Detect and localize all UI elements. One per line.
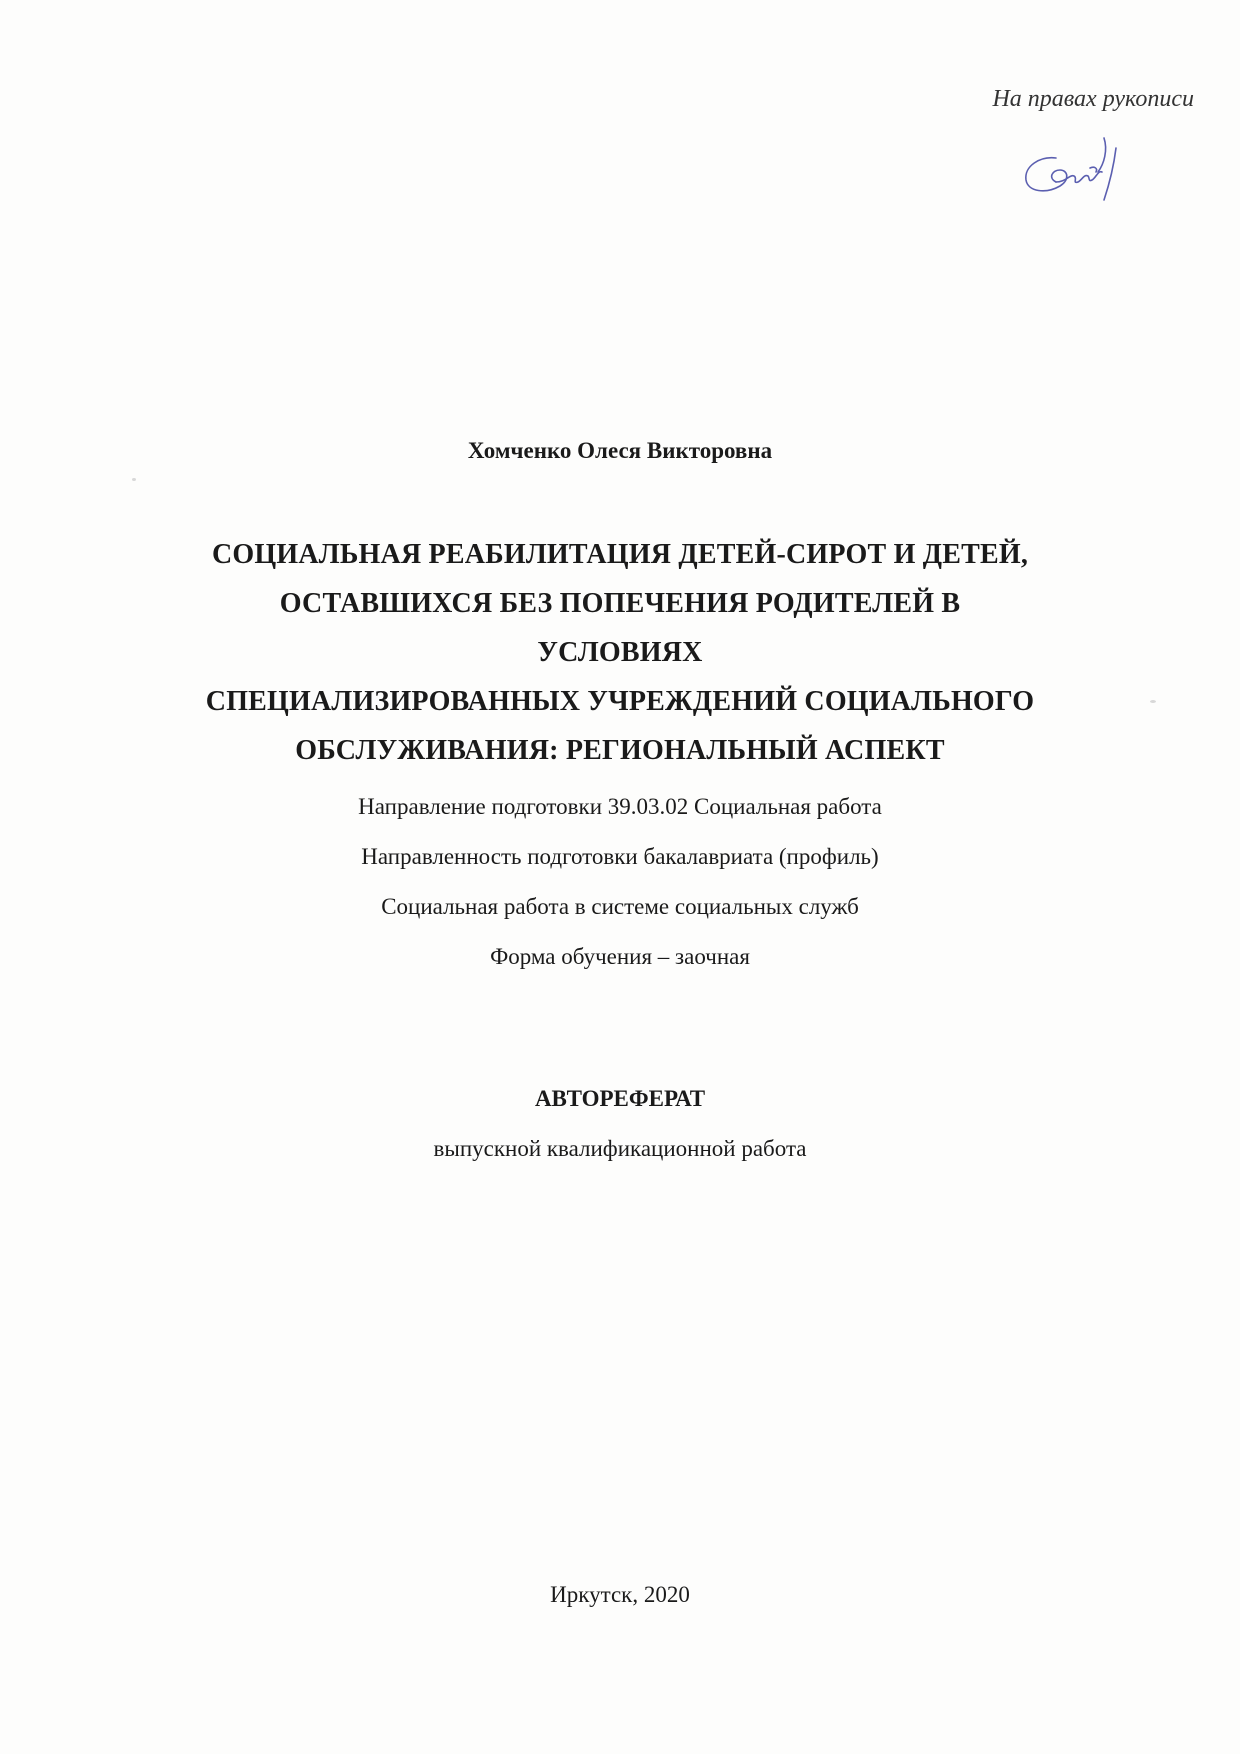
scan-speck (132, 478, 136, 481)
document-subtitle: выпускной квалификационной работа (433, 1136, 807, 1161)
handwritten-signature (1012, 120, 1132, 210)
study-form: Форма обучения – заочная (490, 944, 750, 969)
scan-speck (1150, 700, 1156, 703)
program-focus: Направленность подготовки бакалавриата (профиль) (361, 844, 879, 869)
thesis-title (200, 530, 1040, 775)
place-and-year: Иркутск, 2020 (550, 1582, 690, 1607)
program-info (0, 782, 1240, 982)
title-line: СОЦИАЛЬНАЯ РЕАБИЛИТАЦИЯ ДЕТЕЙ-СИРОТ И ДЕТЕЙ, (211, 539, 1029, 570)
document-type: АВТОРЕФЕРАТ (534, 1086, 706, 1111)
author-name: Хомченко Олеся Викторовна (467, 438, 773, 463)
program-profile: Социальная работа в системе социальных служб (381, 894, 859, 919)
title-line: ОБСЛУЖИВАНИЯ: РЕГИОНАЛЬНЫЙ АСПЕКТ (295, 735, 945, 766)
program-direction: Направление подготовки 39.03.02 Социальная работа (358, 794, 882, 819)
title-line: ОСТАВШИХСЯ БЕЗ ПОПЕЧЕНИЯ РОДИТЕЛЕЙ В УСЛОВИЯХ (279, 588, 961, 668)
title-line: СПЕЦИАЛИЗИРОВАННЫХ УЧРЕЖДЕНИЙ СОЦИАЛЬНОГО (205, 686, 1035, 717)
manuscript-note: На правах рукописи (992, 86, 1194, 112)
